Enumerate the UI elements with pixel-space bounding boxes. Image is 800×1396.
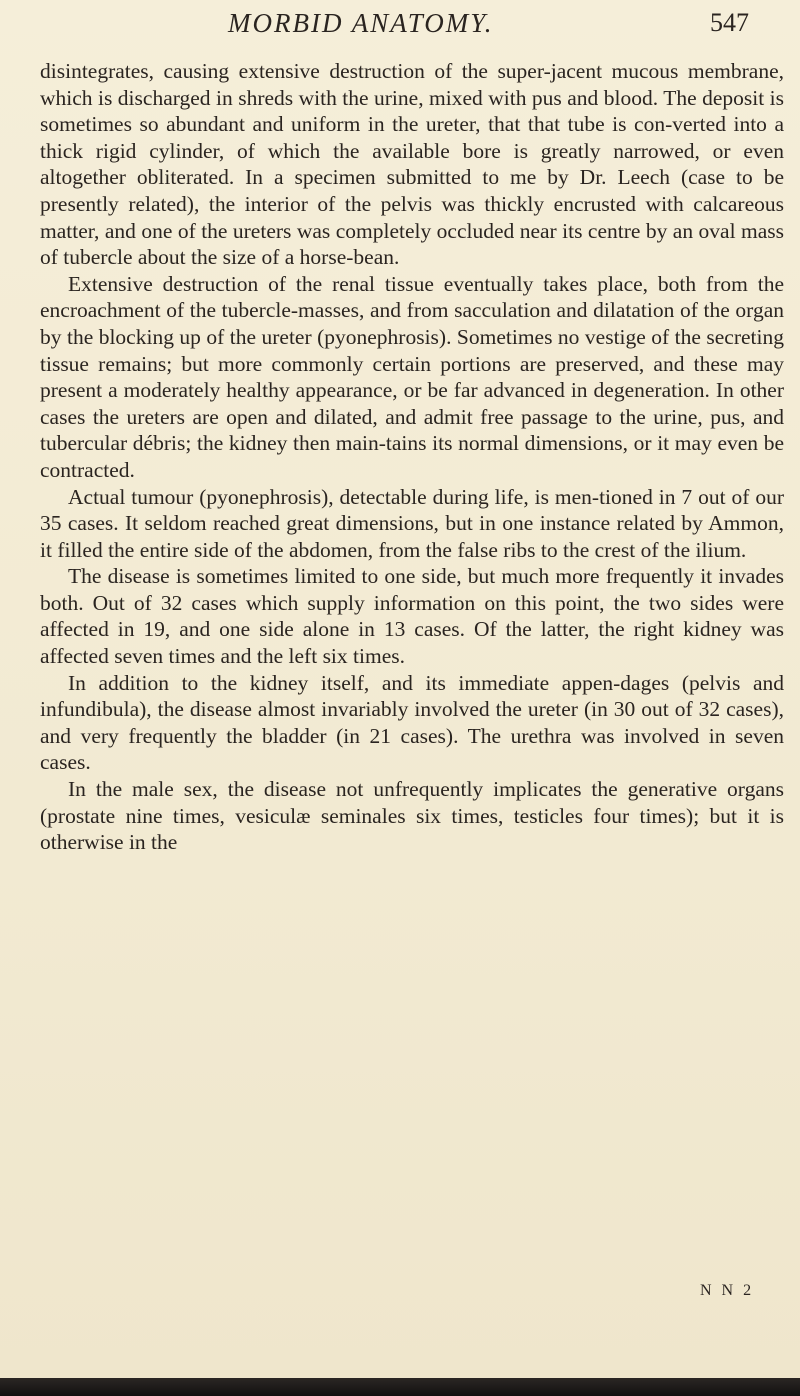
paragraph-4: The disease is sometimes limited to one side, but much more frequently it invades both. Out of 32 cases which supply information on this point, the two sides were affected in 19, and one side alone in 13 cases. Of the latter, the right kidney was affected seven times and the left six times. [40, 564, 784, 669]
running-title: MORBID ANATOMY. [228, 8, 494, 38]
page-bottom-edge [0, 1378, 800, 1396]
page-number: 547 [710, 8, 749, 37]
page-header [0, 8, 800, 48]
paragraph-3: Actual tumour (pyonephrosis), detectable during life, is men-tioned in 7 out of our 35 cases. It seldom reached great dimensions, but in one instance related by Ammon, it filled the entire side of the abdomen, from the false ribs to the crest of the ilium. [40, 484, 784, 562]
paragraph-2: Extensive destruction of the renal tissue eventually takes place, both from the encroachment of the tubercle-masses, and from sacculation and dilatation of the organ by the blocking up of the ureter (pyonephrosis). Sometimes no vestige of the secreting tissue remains; but more commonly certain portions are preserved, and these may present a moderately healthy appearance, or be far advanced in degeneration. In other cases the ureters are open and dilated, and admit free passage to the urine, pus, and tubercular débris; the kidney then main-tains its normal dimensions, or it may even be contracted. [40, 271, 784, 482]
paragraph-6: In the male sex, the disease not unfrequently implicates the generative organs (prostate nine times, vesiculæ seminales six times, testicles four times); but it is otherwise in the [40, 777, 784, 855]
body-text [40, 58, 784, 856]
signature-mark: N N 2 [700, 1282, 755, 1299]
paragraph-1: disintegrates, causing extensive destruction of the super-jacent mucous membrane, which is discharged in shreds with the urine, mixed with pus and blood. The deposit is sometimes so abundant and uniform in the ureter, that that tube is con-verted into a thick rigid cylinder, of which the available bore is greatly narrowed, or even altogether obliterated. In a specimen submitted to me by Dr. Leech (case to be presently related), the interior of the pelvis was thickly encrusted with calcareous matter, and one of the ureters was completely occluded near its centre by an oval mass of tubercle about the size of a horse-bean. [40, 59, 784, 270]
paragraph-5: In addition to the kidney itself, and its immediate appen-dages (pelvis and infundibula), the disease almost invariably involved the ureter (in 30 out of 32 cases), and very frequently the bladder (in 21 cases). The urethra was involved in seven cases. [40, 670, 784, 775]
